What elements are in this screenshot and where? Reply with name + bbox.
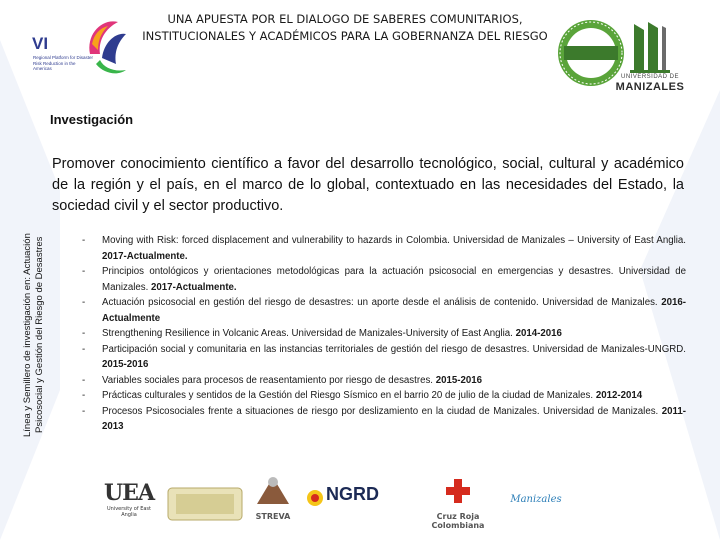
- university-name-line1: UNIVERSIDAD DE: [620, 74, 679, 80]
- project-period: 2012-2014: [595, 390, 643, 401]
- project-text: Participación social y comunitaria en las instancias territoriales de gestión del riesgo de desastres. Universidad de Manizales-UNGRD.: [102, 343, 686, 355]
- red-cross-icon: [445, 478, 471, 504]
- project-period: 2016-Actualmente: [102, 297, 686, 324]
- bullet-dash: -: [82, 343, 86, 355]
- project-period: 2017-Actualmente.: [102, 250, 188, 262]
- list-item: [82, 295, 686, 326]
- streva-logo: [250, 476, 296, 521]
- bullet-dash: -: [82, 297, 86, 308]
- cruz-roja-logo-text: Cruz Roja Colombiana: [431, 512, 485, 530]
- section-title: Investigación: [50, 112, 134, 127]
- list-item: [82, 342, 686, 373]
- project-text: Procesos Psicosociales frente a situaciones de riesgo por deslizamiento en la ciudad de Manizales. Universidad de Manizales.: [102, 405, 659, 417]
- header-title-line1: UNA APUESTA POR EL DIALOGO DE SABERES COMUNITARIOS,: [167, 12, 523, 26]
- footer-logos: [100, 470, 700, 530]
- project-period: 2017-Actualmente.: [151, 281, 237, 293]
- list-item: [82, 326, 686, 342]
- bullet-dash: -: [82, 266, 86, 277]
- bullet-dash: -: [82, 328, 86, 339]
- cruz-roja-logo: [418, 478, 498, 530]
- uea-logo: [100, 480, 158, 518]
- universidad-de-manizales-logo: [604, 20, 696, 94]
- bullet-dash: -: [82, 390, 86, 401]
- community-crest-icon: [166, 484, 244, 524]
- streva-logo-text: STREVA: [255, 512, 291, 521]
- project-period: 2014-2016: [515, 328, 562, 339]
- bullet-dash: -: [82, 405, 86, 417]
- list-item: [82, 233, 686, 264]
- project-text: Strengthening Resilience in Volcanic Areas. Universidad de Manizales-University of East Anglia.: [102, 328, 513, 339]
- project-period: 2015-2016: [435, 374, 483, 386]
- ngrd-emblem-icon: [306, 484, 324, 512]
- research-line-label: Línea y Semillero de investigación en: Actuación Psicosocial y Gestión del Riesgo de Desastres: [22, 233, 45, 437]
- list-item: [82, 264, 686, 295]
- uea-logo-subtitle: University of East Anglia: [106, 506, 151, 518]
- bullet-dash: -: [82, 374, 86, 386]
- platform-swirl-icon: [82, 14, 130, 84]
- project-period: 2011-2013: [102, 405, 686, 432]
- header-title: [130, 11, 560, 45]
- project-text: Prácticas culturales y sentidos de la Gestión del Riesgo Sísmico en el barrio 20 de julio de la ciudad de Manizales.: [102, 390, 594, 401]
- project-text: Principios ontológicos y orientaciones metodológicas para la actuación psicosocial en emergencias y desastres. Universidad de Manizales.: [102, 266, 686, 293]
- list-item: [82, 373, 686, 389]
- projects-list: [82, 233, 686, 435]
- university-name-line2: MANIZALES: [615, 81, 685, 93]
- list-item: [82, 404, 686, 435]
- university-emblem-icon: [604, 20, 696, 74]
- platform-numeral: VI: [32, 34, 49, 53]
- manizales-logo-text: Manizales: [510, 494, 562, 505]
- project-period: 2015-2016: [102, 359, 149, 370]
- regional-platform-logo: [28, 14, 138, 84]
- project-text: Moving with Risk: forced displacement and vulnerability to hazards in Colombia. Universidad de Manizales – University of East Anglia.: [102, 235, 686, 246]
- intro-paragraph: Promover conocimiento científico a favor del desarrollo tecnológico, social, cultural y académico de la región y el país, en el marco de lo global, contextuado en las necesidades del Estado, la sociedad civil y el sector productivo.: [52, 156, 684, 214]
- list-item: [82, 388, 686, 404]
- manizales-logo: [506, 494, 566, 505]
- streva-volcano-icon: [253, 476, 293, 506]
- header-title-line2: INSTITUCIONALES Y ACADÉMICOS PARA LA GOBERNANZA DEL RIESGO: [142, 29, 548, 43]
- project-text: Actuación psicosocial en gestión del riesgo de desastres: un aporte desde el análisis de contenido. Universidad de Manizales.: [102, 297, 658, 308]
- project-text: Variables sociales para procesos de reasentamiento por riesgo de desastres.: [102, 374, 433, 386]
- bullet-dash: -: [82, 235, 86, 246]
- ngrd-logo-text: NGRD: [326, 484, 379, 504]
- platform-text: Regional Platform for Disaster Risk Reduction in the Americas: [33, 55, 94, 71]
- uea-logo-text: UEA: [103, 480, 155, 506]
